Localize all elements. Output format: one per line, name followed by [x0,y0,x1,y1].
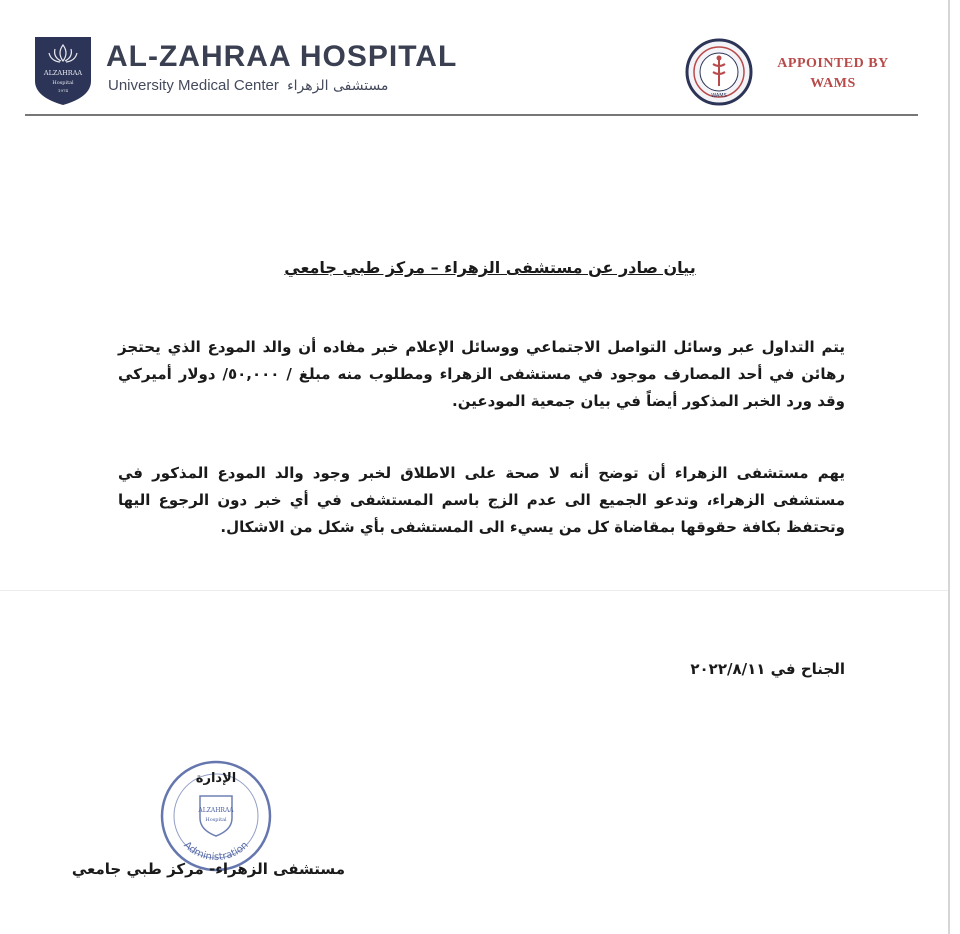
stamp-bottom-text: Administration [181,839,251,864]
administration-stamp-icon [158,758,274,874]
hospital-subtitle-en: University Medical Center [108,77,279,94]
signature-line: مستشفى الزهراء- مركز طبي جامعي [71,860,345,878]
wams-seal-icon [685,38,753,106]
appointed-line-1: APPOINTED BY [777,56,889,71]
hospital-subtitle-ar: مستشفى الزهراء [287,78,389,94]
document-title: بيان صادر عن مستشفى الزهراء – مركز طبي جامعي [284,258,696,277]
page-edge [948,0,950,934]
logo-year: 1974 [57,88,69,93]
logo-text: ALZAHRAA [43,69,83,77]
scan-fold-line [0,590,948,591]
seal-text: WAMS [711,93,727,99]
logo-subtext: Hospital [52,80,74,86]
header-divider [25,114,918,116]
appointed-by-text [758,54,908,94]
stamp-center-subtext: Hospital [205,817,227,823]
paragraph-1: يتم التداول عبر وسائل التواصل الاجتماعي ووسائل الإعلام خبر مفاده أن والد المودع الذي يحتجز رهائن في أحد المصارف موجود في مستشفى الزهراء ومطلوب منه مبلغ / ٥٠,٠٠٠/ دولار أميركي وقد ورد الخبر المذكور أيضاً في بيان جمعية المودعين. [118,338,845,410]
paragraph-2: يهم مستشفى الزهراء أن توضح أنه لا صحة على الاطلاق لخبر وجود والد المودع المذكور في مستشفى الزهراء، وتدعو الجميع الى عدم الزج باسم المستشفى في أي خبر دون الرجوع اليها وتحتفظ بكافة حقوقها بمقاضاة كل من يسيء الى المستشفى بأي شكل من الاشكال. [118,464,845,536]
appointed-line-2: WAMS [810,76,856,91]
stamp-top-text: الإدارة [195,771,237,786]
hospital-logo-shield-icon [33,35,93,107]
stamp-center-text: ALZAHRAA [198,807,234,814]
hospital-subtitle [108,77,388,94]
hospital-name: AL-ZAHRAA HOSPITAL [106,40,458,73]
date-line: الجناح في ٢٠٢٢/٨/١١ [690,660,845,678]
